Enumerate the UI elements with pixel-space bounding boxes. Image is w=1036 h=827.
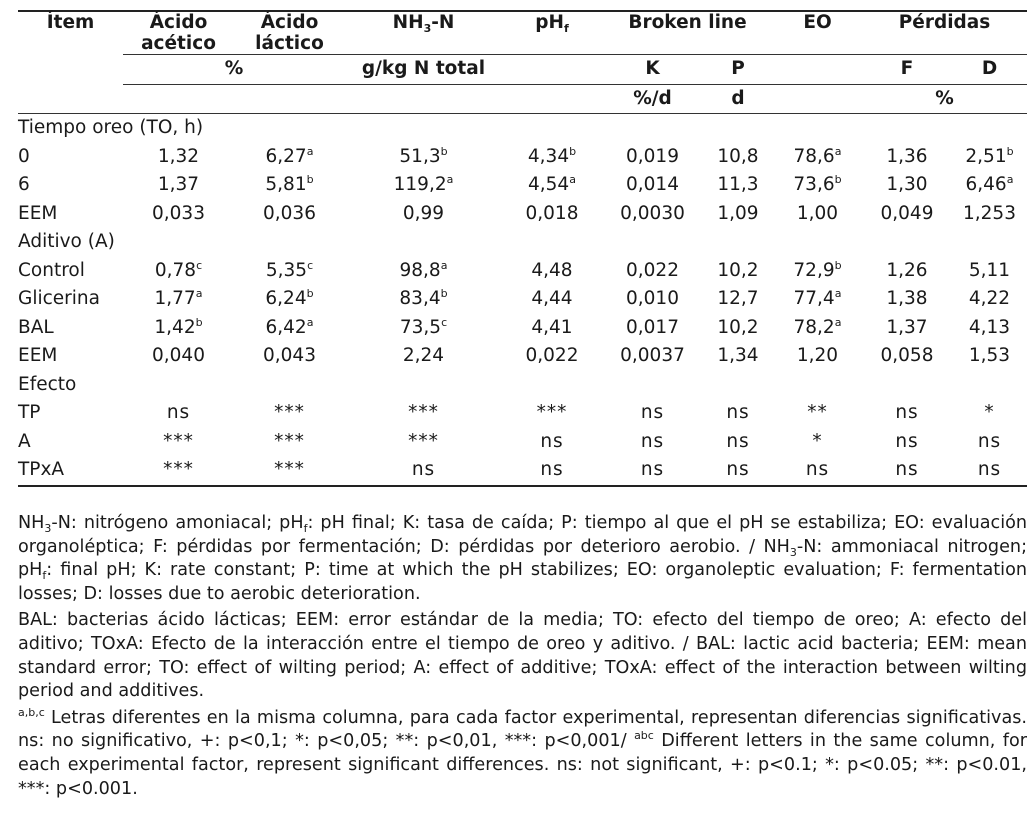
table-cell: 1,32 — [157, 145, 200, 167]
table-row — [18, 171, 1027, 200]
table-cell: 4,13 — [968, 316, 1011, 338]
table-cell: 78,6$^a$ — [793, 144, 842, 167]
table-cell: 78,2$^a$ — [793, 315, 842, 338]
table-cell: 98,8$^a$ — [399, 258, 448, 281]
row-label: A — [18, 430, 31, 452]
header-p: P — [703, 55, 773, 85]
results-table — [18, 10, 1027, 487]
table-cell: ns — [640, 402, 665, 424]
footnote-significance: $^{a,b,c}$ Letras diferentes en la misma columna, para cada factor experimental, representan diferencias significativas. ns: no significativo, +: p<0,1; *: p<0,05; **: p<0,01, ***: p<0,001/ $^{abc}$ Different letters in the same column, for each experimental factor, represent significant differences. ns: not significant, +: p<0.1; *: p<0.05; **: p<0.01, ***: p<0.001. — [18, 705, 1027, 799]
table-cell: 6,46$^a$ — [965, 173, 1014, 196]
table-cell: 0,78$^c$ — [154, 258, 203, 281]
header-row-3 — [18, 84, 1027, 114]
table-row — [18, 200, 1027, 229]
row-label: 0 — [18, 145, 30, 167]
group-label-additive: Aditivo (A) — [18, 231, 115, 253]
table-cell: * — [984, 402, 995, 424]
group-label-to: Tiempo oreo (TO, h) — [18, 117, 204, 139]
header-eo: EO — [803, 12, 832, 33]
table-cell: ns — [602, 456, 703, 486]
header-row-1 — [18, 11, 1027, 55]
table-cell: ns — [862, 456, 952, 486]
table-cell: ** — [807, 402, 828, 424]
table-cell: ns — [540, 430, 564, 452]
header-k: K — [602, 55, 703, 85]
header-f: F — [862, 55, 952, 85]
table-cell: 4,44 — [531, 288, 573, 310]
table-cell: 10,2 — [717, 316, 759, 338]
table-cell: ns — [977, 430, 1002, 452]
table-cell: *** — [234, 456, 345, 486]
table-cell: ns — [640, 430, 665, 452]
unit-gkg: g/kg N total — [345, 55, 502, 85]
table-cell: ns — [895, 430, 919, 452]
unit-days: d — [703, 84, 773, 114]
unit-percent: % — [123, 55, 345, 85]
table-cell: *** — [274, 402, 305, 424]
table-cell: *** — [123, 456, 234, 486]
table-cell: 6,24$^b$ — [265, 287, 314, 310]
table-cell: 2,51$^b$ — [965, 144, 1014, 167]
table-cell: 83,4$^b$ — [399, 287, 448, 310]
table-cell: *** — [408, 402, 439, 424]
table-cell: 1,37 — [886, 316, 928, 338]
footnote-definitions: BAL: bacterias ácido lácticas; EEM: error estándar de la media; TO: efecto del tiempo de oreo; A: efecto del aditivo; TOxA: Efecto de la interacción entre el tiempo de oreo y aditivo. / BAL: lactic acid bacteria; EEM: mean standard error; TO: effect of wilting period; A: effect of additive; TOxA: effect of the interaction between wilting period and additives. — [18, 610, 1027, 702]
table-cell: 4,48 — [531, 259, 573, 281]
table-cell: 4,22 — [968, 288, 1011, 310]
table-cell: 0,014 — [626, 174, 679, 196]
row-label: TPxA — [18, 456, 123, 486]
table-cell: 73,6$^b$ — [793, 173, 842, 196]
table-cell: 0,0037 — [620, 345, 685, 367]
row-label: Control — [18, 259, 85, 281]
table-cell: 0,019 — [626, 145, 679, 167]
table-cell: 1,253 — [963, 202, 1016, 224]
table-cell: 73,5$^c$ — [399, 315, 448, 338]
table-row — [18, 342, 1027, 371]
table-cell: 0,058 — [880, 345, 934, 367]
header-broken-line: Broken line — [628, 12, 747, 33]
header-ph: $pH_f$ — [535, 12, 569, 35]
to-rows — [18, 143, 1027, 229]
additive-rows — [18, 257, 1027, 371]
group-label-effect: Efecto — [18, 373, 77, 395]
table-cell: 6,27$^a$ — [265, 144, 314, 167]
effect-rows — [18, 399, 1027, 486]
table-row — [18, 399, 1027, 428]
footnote-abbreviations: $NH_3-N$: nitrógeno amoniacal; $pH_f$: pH final; K: tasa de caída; P: tiempo al que el pH se estabiliza; EO: evaluación organoléptica; F: pérdidas por fermentación; D: pérdidas por deterioro aerobio. / $NH_3-N$: ammoniacal nitrogen; $pH_f$: final pH; K: rate constant; P: time at which the pH stabilizes; EO: organoleptic evaluation; F: fermentation losses; D: losses due to aerobic deterioration. — [18, 513, 1027, 604]
table-cell: ns — [726, 430, 750, 452]
header-item: Ítem — [46, 12, 95, 33]
table-cell: ns — [166, 402, 191, 424]
table-cell: 6,42$^a$ — [265, 315, 314, 338]
table-cell: 0,018 — [525, 202, 579, 224]
table-cell: 77,4$^a$ — [793, 287, 842, 310]
unit-percent-losses: % — [862, 84, 1027, 114]
table-cell: 10,8 — [717, 145, 759, 167]
table-row — [18, 456, 1027, 486]
header-acetic: Ácido acético — [141, 12, 216, 54]
table-cell: 1,00 — [796, 202, 839, 224]
table-cell: 10,2 — [717, 259, 759, 281]
table-cell: 0,99 — [402, 202, 445, 224]
row-label: BAL — [18, 316, 54, 338]
table-cell: 0,049 — [880, 202, 934, 224]
table-cell: ns — [895, 402, 919, 424]
table-cell: 1,09 — [717, 202, 759, 224]
table-cell: ns — [773, 456, 862, 486]
table-cell: *** — [408, 430, 439, 452]
table-cell: 5,35$^c$ — [265, 258, 314, 281]
header-lactic: Ácido láctico — [255, 12, 324, 54]
table-cell: 4,41 — [531, 316, 573, 338]
table-cell: 51,3$^b$ — [399, 144, 448, 167]
table-cell: 1,77$^a$ — [154, 287, 203, 310]
table-cell: ns — [502, 456, 602, 486]
table-cell: 5,11 — [968, 259, 1011, 281]
table-cell: 5,81$^b$ — [265, 173, 314, 196]
table-cell: 72,9$^b$ — [793, 258, 842, 281]
row-label: TP — [18, 402, 41, 424]
table-cell: *** — [163, 430, 194, 452]
table-row — [18, 257, 1027, 286]
row-label: 6 — [18, 174, 30, 196]
row-label: EEM — [18, 345, 58, 367]
table-cell: 1,37 — [157, 174, 200, 196]
table-cell: 0,043 — [263, 345, 316, 367]
table-cell: 0,022 — [626, 259, 679, 281]
table-cell: 4,54$^a$ — [528, 173, 576, 196]
table-row — [18, 428, 1027, 457]
unit-percent-per-day: %/d — [602, 84, 703, 114]
table-cell: ns — [726, 402, 750, 424]
table-cell: 119,2$^a$ — [393, 173, 454, 196]
table-row — [18, 143, 1027, 172]
table-cell: 0,017 — [626, 316, 679, 338]
table-cell: 1,38 — [886, 288, 928, 310]
footnotes — [18, 512, 1027, 804]
table-cell: ns — [703, 456, 773, 486]
table-cell: 1,53 — [968, 345, 1011, 367]
table-cell: 0,033 — [152, 202, 205, 224]
table-cell: 1,30 — [886, 174, 928, 196]
table-cell: 0,040 — [152, 345, 205, 367]
table-cell: 1,26 — [886, 259, 928, 281]
table-cell: 0,022 — [525, 345, 579, 367]
table-cell: 12,7 — [717, 288, 759, 310]
header-losses: Pérdidas — [898, 12, 991, 33]
row-label: Glicerina — [18, 288, 100, 310]
table-cell: 0,0030 — [620, 202, 685, 224]
table-cell: 0,010 — [626, 288, 679, 310]
table-cell: 1,20 — [796, 345, 839, 367]
table-cell: 0,036 — [263, 202, 316, 224]
table-cell: *** — [274, 430, 305, 452]
table-cell: 4,34$^b$ — [527, 144, 577, 167]
header-nh3n: $NH_3-N$ — [392, 12, 455, 35]
table-cell: 11,3 — [717, 174, 759, 196]
table-cell: *** — [536, 402, 568, 424]
table-cell: 1,42$^b$ — [154, 315, 203, 338]
table-cell: ns — [345, 456, 502, 486]
header-d: D — [952, 55, 1027, 85]
table-cell: 1,36 — [886, 145, 928, 167]
table-cell: * — [812, 430, 823, 452]
table-cell: 1,34 — [717, 345, 759, 367]
table-cell: 2,24 — [402, 345, 445, 367]
table-cell: ns — [952, 456, 1027, 486]
row-label: EEM — [18, 202, 58, 224]
header-row-2 — [18, 55, 1027, 85]
table-row — [18, 285, 1027, 314]
table-row — [18, 314, 1027, 343]
